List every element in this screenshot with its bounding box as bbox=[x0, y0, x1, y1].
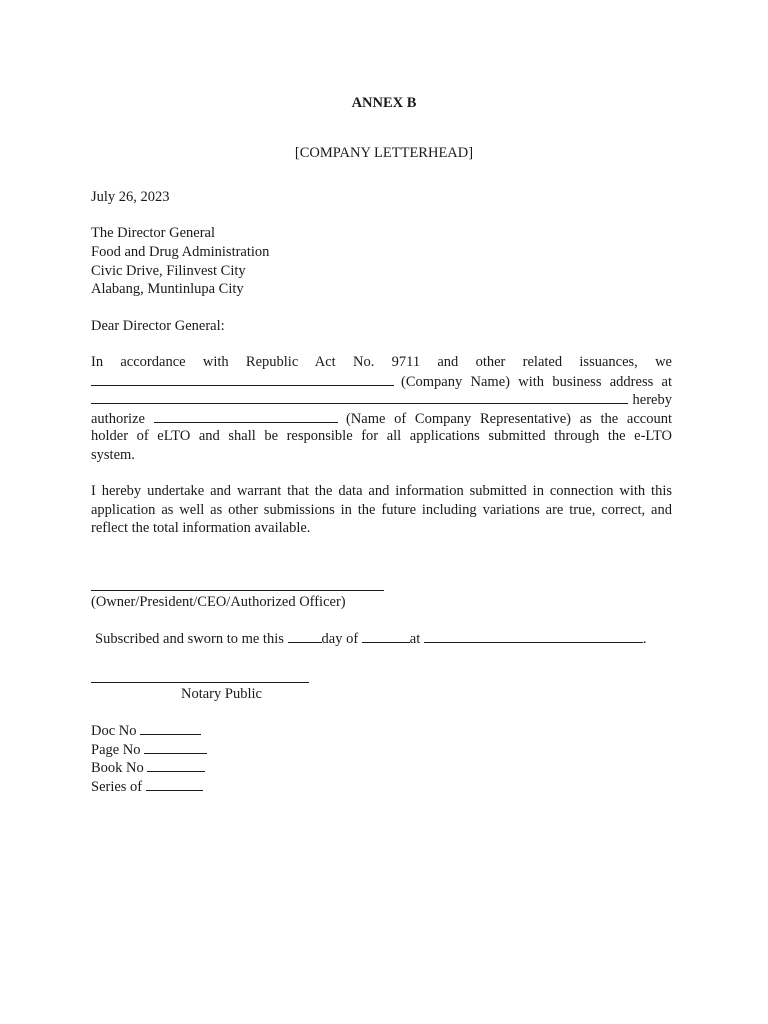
sworn-text-2: day of bbox=[321, 631, 359, 647]
sworn-month-blank[interactable] bbox=[362, 629, 410, 643]
sworn-text-3: at bbox=[409, 631, 421, 647]
sworn-text-1: Subscribed and sworn to me this bbox=[95, 631, 284, 647]
doc-no-label: Doc No bbox=[91, 723, 137, 739]
annex-title: ANNEX B bbox=[351, 95, 417, 111]
recipient-line-1: The Director General bbox=[91, 225, 215, 241]
paragraph1-line4 bbox=[91, 409, 672, 429]
paragraph2-line1: I hereby undertake and warrant that the data and information submitted in connection with this bbox=[91, 483, 672, 499]
doc-no-blank[interactable] bbox=[140, 721, 201, 735]
book-no-label: Book No bbox=[91, 760, 144, 776]
letter-date: July 26, 2023 bbox=[91, 189, 170, 205]
series-of-field bbox=[91, 777, 203, 797]
company-name-blank[interactable] bbox=[91, 372, 394, 386]
book-no-field bbox=[91, 758, 205, 778]
representative-blank[interactable] bbox=[154, 409, 338, 423]
paragraph1-line3 bbox=[91, 390, 672, 410]
paragraph2-line3: reflect the total information available. bbox=[91, 520, 311, 536]
sworn-statement bbox=[95, 629, 647, 649]
book-no-blank[interactable] bbox=[147, 758, 205, 772]
hereby-word: hereby bbox=[632, 392, 672, 408]
paragraph1-line6: system. bbox=[91, 447, 135, 463]
authorize-word: authorize bbox=[91, 411, 145, 427]
recipient-line-2: Food and Drug Administration bbox=[91, 244, 270, 260]
recipient-line-3: Civic Drive, Filinvest City bbox=[91, 263, 246, 279]
representative-label: (Name of Company Representative) as the account bbox=[345, 411, 672, 427]
letterhead-placeholder: [COMPANY LETTERHEAD] bbox=[294, 145, 474, 161]
page-no-blank[interactable] bbox=[144, 740, 207, 754]
paragraph1-line5: holder of eLTO and shall be responsible for all applications submitted through the e-LTO bbox=[91, 428, 672, 444]
doc-no-field bbox=[91, 721, 201, 741]
paragraph1-line2 bbox=[91, 372, 672, 392]
salutation: Dear Director General: bbox=[91, 318, 225, 334]
signature-line[interactable] bbox=[91, 590, 384, 591]
business-address-blank[interactable] bbox=[91, 390, 628, 404]
paragraph1-line1: In accordance with Republic Act No. 9711 and other related issuances, we bbox=[91, 354, 672, 370]
notary-signature-line[interactable] bbox=[91, 682, 309, 683]
page-no-field bbox=[91, 740, 207, 760]
recipient-line-4: Alabang, Muntinlupa City bbox=[91, 281, 244, 297]
company-name-label: (Company Name) with business address at bbox=[401, 374, 672, 390]
sworn-end: . bbox=[642, 631, 647, 647]
notary-public-label: Notary Public bbox=[181, 686, 262, 702]
page-no-label: Page No bbox=[91, 742, 141, 758]
series-of-label: Series of bbox=[91, 779, 143, 795]
signatory-label: (Owner/President/CEO/Authorized Officer) bbox=[91, 594, 346, 610]
sworn-day-blank[interactable] bbox=[288, 629, 322, 643]
sworn-place-blank[interactable] bbox=[424, 629, 643, 643]
series-of-blank[interactable] bbox=[146, 777, 203, 791]
paragraph2-line2: application as well as other submissions in the future including variations are true, correct, and bbox=[91, 502, 672, 518]
